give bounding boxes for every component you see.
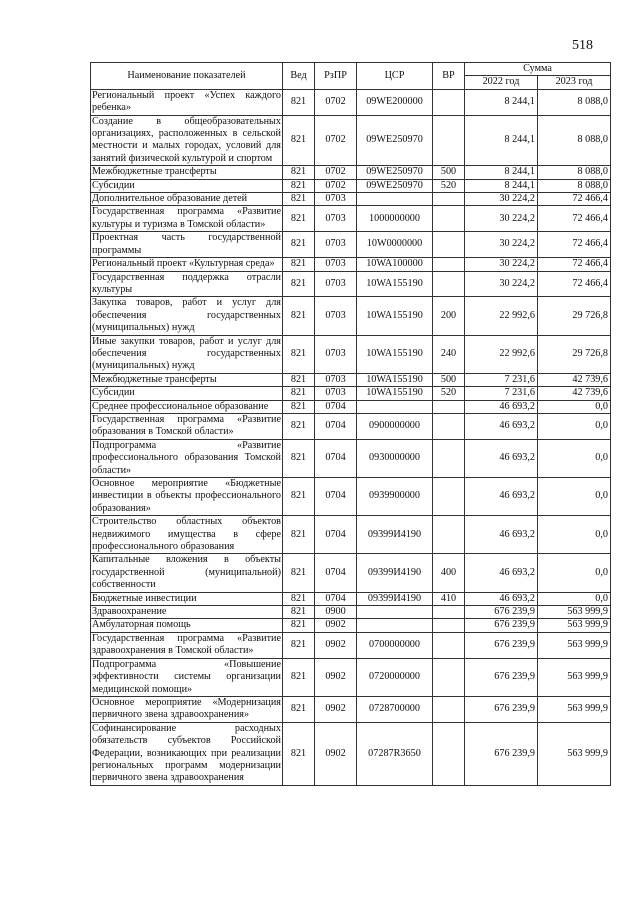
cell-vr bbox=[433, 193, 465, 206]
cell-y2023: 563 999,9 bbox=[538, 632, 611, 658]
cell-rzpr: 0902 bbox=[315, 658, 357, 696]
cell-ved: 821 bbox=[283, 439, 315, 477]
cell-rzpr: 0704 bbox=[315, 592, 357, 605]
table-header bbox=[91, 63, 611, 90]
cell-vr bbox=[433, 232, 465, 258]
cell-name: Строительство областных объектов недвижимого имущества в сфере профессионального образования bbox=[92, 516, 281, 553]
cell-csr bbox=[357, 606, 433, 619]
cell-rzpr: 0703 bbox=[315, 232, 357, 258]
cell-y2022: 46 693,2 bbox=[465, 554, 538, 592]
cell-rzpr: 0902 bbox=[315, 632, 357, 658]
cell-rzpr: 0900 bbox=[315, 606, 357, 619]
cell-ved: 821 bbox=[283, 592, 315, 605]
cell-vr bbox=[433, 606, 465, 619]
cell-vr bbox=[433, 89, 465, 115]
cell-rzpr: 0703 bbox=[315, 258, 357, 271]
cell-csr: 10W0000000 bbox=[357, 232, 433, 258]
header-year-2022: 2022 год bbox=[465, 76, 538, 89]
cell-csr: 0900000000 bbox=[357, 413, 433, 439]
cell-csr: 0939900000 bbox=[357, 478, 433, 516]
cell-rzpr: 0902 bbox=[315, 619, 357, 632]
cell-name: Государственная программа «Развитие образования в Томской области» bbox=[92, 413, 281, 438]
cell-y2023: 42 739,6 bbox=[538, 373, 611, 386]
table-row bbox=[91, 297, 611, 335]
cell-ved: 821 bbox=[283, 722, 315, 785]
cell-vr bbox=[433, 619, 465, 632]
table-row bbox=[91, 206, 611, 232]
cell-y2022: 676 239,9 bbox=[465, 658, 538, 696]
cell-name: Здравоохранение bbox=[91, 606, 283, 619]
cell-ved: 821 bbox=[283, 115, 315, 166]
cell-y2022: 30 224,2 bbox=[465, 232, 538, 258]
cell-name: Межбюджетные трансферты bbox=[91, 373, 283, 386]
cell-ved: 821 bbox=[283, 258, 315, 271]
cell-ved: 821 bbox=[283, 478, 315, 516]
cell-y2023: 29 726,8 bbox=[538, 335, 611, 373]
cell-rzpr: 0902 bbox=[315, 696, 357, 722]
cell-y2023: 563 999,9 bbox=[538, 696, 611, 722]
cell-y2022: 8 244,1 bbox=[465, 179, 538, 192]
cell-csr: 0720000000 bbox=[357, 658, 433, 696]
cell-vr bbox=[433, 516, 465, 554]
cell-ved: 821 bbox=[283, 696, 315, 722]
cell-csr: 09399И4190 bbox=[357, 516, 433, 554]
table-row bbox=[91, 166, 611, 179]
cell-rzpr: 0704 bbox=[315, 439, 357, 477]
cell-ved: 821 bbox=[283, 554, 315, 592]
cell-vr: 500 bbox=[433, 166, 465, 179]
table-row bbox=[91, 335, 611, 373]
cell-rzpr: 0704 bbox=[315, 554, 357, 592]
cell-y2023: 0,0 bbox=[538, 592, 611, 605]
cell-csr: 10WA155190 bbox=[357, 271, 433, 297]
cell-ved: 821 bbox=[283, 619, 315, 632]
cell-y2023: 42 739,6 bbox=[538, 387, 611, 400]
cell-vr: 500 bbox=[433, 373, 465, 386]
cell-name: Межбюджетные трансферты bbox=[91, 166, 283, 179]
cell-vr: 520 bbox=[433, 387, 465, 400]
cell-y2022: 7 231,6 bbox=[465, 387, 538, 400]
cell-rzpr: 0704 bbox=[315, 400, 357, 413]
cell-csr bbox=[357, 400, 433, 413]
table-row bbox=[91, 632, 611, 658]
table-row bbox=[91, 619, 611, 632]
cell-ved: 821 bbox=[283, 193, 315, 206]
cell-y2023: 8 088,0 bbox=[538, 166, 611, 179]
cell-vr bbox=[433, 400, 465, 413]
cell-csr: 09399И4190 bbox=[357, 592, 433, 605]
cell-y2022: 676 239,9 bbox=[465, 606, 538, 619]
cell-name: Бюджетные инвестиции bbox=[91, 592, 283, 605]
table-row bbox=[91, 696, 611, 722]
cell-ved: 821 bbox=[283, 373, 315, 386]
cell-vr bbox=[433, 271, 465, 297]
cell-y2023: 72 466,4 bbox=[538, 206, 611, 232]
cell-csr: 07287R3650 bbox=[357, 722, 433, 785]
cell-name: Капитальные вложения в объекты государственной (муниципальной) собственности bbox=[92, 554, 281, 591]
cell-name: Региональный проект «Успех каждого ребенка» bbox=[92, 89, 281, 114]
cell-rzpr: 0703 bbox=[315, 297, 357, 335]
cell-y2023: 72 466,4 bbox=[538, 232, 611, 258]
table-row bbox=[91, 658, 611, 696]
cell-y2022: 676 239,9 bbox=[465, 619, 538, 632]
cell-y2022: 7 231,6 bbox=[465, 373, 538, 386]
cell-ved: 821 bbox=[283, 606, 315, 619]
cell-y2022: 30 224,2 bbox=[465, 193, 538, 206]
cell-ved: 821 bbox=[283, 166, 315, 179]
cell-rzpr: 0702 bbox=[315, 166, 357, 179]
cell-y2022: 8 244,1 bbox=[465, 115, 538, 166]
cell-ved: 821 bbox=[283, 658, 315, 696]
cell-rzpr: 0702 bbox=[315, 179, 357, 192]
cell-rzpr: 0702 bbox=[315, 89, 357, 115]
cell-y2022: 30 224,2 bbox=[465, 206, 538, 232]
cell-name: Основное мероприятие «Бюджетные инвестиции в объекты профессионального образования» bbox=[92, 478, 281, 514]
cell-name: Субсидии bbox=[91, 179, 283, 192]
cell-name: Государственная программа «Развитие здравоохранения в Томской области» bbox=[92, 632, 281, 657]
cell-y2023: 0,0 bbox=[538, 516, 611, 554]
cell-vr bbox=[433, 206, 465, 232]
cell-y2023: 0,0 bbox=[538, 413, 611, 439]
cell-name: Среднее профессиональное образование bbox=[91, 400, 283, 413]
cell-vr: 240 bbox=[433, 335, 465, 373]
header-rzpr: РзПР bbox=[315, 63, 357, 90]
cell-y2023: 563 999,9 bbox=[538, 658, 611, 696]
cell-vr: 520 bbox=[433, 179, 465, 192]
table-row bbox=[91, 115, 611, 166]
cell-y2023: 72 466,4 bbox=[538, 271, 611, 297]
cell-vr: 410 bbox=[433, 592, 465, 605]
cell-csr: 09WE250970 bbox=[357, 166, 433, 179]
table-row bbox=[91, 400, 611, 413]
cell-ved: 821 bbox=[283, 387, 315, 400]
cell-y2023: 72 466,4 bbox=[538, 258, 611, 271]
table-row bbox=[91, 232, 611, 258]
cell-csr: 10WA155190 bbox=[357, 387, 433, 400]
cell-y2023: 72 466,4 bbox=[538, 193, 611, 206]
cell-ved: 821 bbox=[283, 516, 315, 554]
cell-y2023: 563 999,9 bbox=[538, 606, 611, 619]
table-row bbox=[91, 439, 611, 477]
cell-csr: 10WA155190 bbox=[357, 335, 433, 373]
cell-name: Региональный проект «Культурная среда» bbox=[91, 258, 283, 271]
cell-y2023: 8 088,0 bbox=[538, 115, 611, 166]
cell-csr: 1000000000 bbox=[357, 206, 433, 232]
cell-y2022: 46 693,2 bbox=[465, 516, 538, 554]
cell-y2022: 46 693,2 bbox=[465, 400, 538, 413]
cell-vr bbox=[433, 722, 465, 785]
cell-csr: 0728700000 bbox=[357, 696, 433, 722]
cell-csr: 0700000000 bbox=[357, 632, 433, 658]
cell-y2023: 0,0 bbox=[538, 554, 611, 592]
cell-rzpr: 0703 bbox=[315, 271, 357, 297]
cell-rzpr: 0704 bbox=[315, 478, 357, 516]
cell-name: Субсидии bbox=[91, 387, 283, 400]
cell-vr bbox=[433, 632, 465, 658]
cell-vr: 400 bbox=[433, 554, 465, 592]
cell-rzpr: 0703 bbox=[315, 373, 357, 386]
table-body bbox=[91, 89, 611, 785]
cell-rzpr: 0703 bbox=[315, 387, 357, 400]
cell-name: Дополнительное образование детей bbox=[91, 193, 283, 206]
cell-name: Создание в общеобразовательных организациях, расположенных в сельской местности и малых городах, условий для занятий физической культурой и спортом bbox=[92, 115, 281, 164]
header-sum: Сумма bbox=[465, 63, 611, 76]
cell-y2022: 30 224,2 bbox=[465, 271, 538, 297]
cell-vr bbox=[433, 115, 465, 166]
cell-y2022: 46 693,2 bbox=[465, 413, 538, 439]
cell-csr: 0930000000 bbox=[357, 439, 433, 477]
cell-y2023: 8 088,0 bbox=[538, 89, 611, 115]
table-row bbox=[91, 606, 611, 619]
cell-ved: 821 bbox=[283, 413, 315, 439]
table-row bbox=[91, 89, 611, 115]
cell-csr bbox=[357, 193, 433, 206]
cell-y2023: 29 726,8 bbox=[538, 297, 611, 335]
table-row bbox=[91, 478, 611, 516]
table-row bbox=[91, 387, 611, 400]
cell-y2022: 8 244,1 bbox=[465, 89, 538, 115]
cell-rzpr: 0703 bbox=[315, 206, 357, 232]
cell-csr: 10WA100000 bbox=[357, 258, 433, 271]
cell-y2022: 22 992,6 bbox=[465, 335, 538, 373]
cell-ved: 821 bbox=[283, 335, 315, 373]
cell-vr bbox=[433, 439, 465, 477]
table-row bbox=[91, 271, 611, 297]
cell-name: Подпрограмма «Развитие профессионального образования Томской области» bbox=[92, 439, 281, 476]
cell-name: Иные закупки товаров, работ и услуг для обеспечения государственных (муниципальных) нужд bbox=[92, 335, 281, 372]
header-ved: Вед bbox=[283, 63, 315, 90]
table-row bbox=[91, 179, 611, 192]
cell-csr: 09WE250970 bbox=[357, 115, 433, 166]
cell-y2023: 563 999,9 bbox=[538, 619, 611, 632]
table-row bbox=[91, 258, 611, 271]
cell-name: Амбулаторная помощь bbox=[91, 619, 283, 632]
cell-name: Государственная программа «Развитие культуры и туризма в Томской области» bbox=[92, 206, 281, 230]
cell-y2022: 676 239,9 bbox=[465, 696, 538, 722]
cell-csr: 09399И4190 bbox=[357, 554, 433, 592]
cell-ved: 821 bbox=[283, 179, 315, 192]
header-csr: ЦСР bbox=[357, 63, 433, 90]
cell-name: Подпрограмма «Повышение эффективности системы организации медицинской помощи» bbox=[92, 658, 281, 695]
cell-name: Проектная часть государственной программы bbox=[92, 232, 281, 256]
cell-y2022: 46 693,2 bbox=[465, 592, 538, 605]
cell-name: Закупка товаров, работ и услуг для обеспечения государственных (муниципальных) нужд bbox=[92, 297, 281, 334]
cell-rzpr: 0902 bbox=[315, 722, 357, 785]
header-year-2023: 2023 год bbox=[538, 76, 611, 89]
table-row bbox=[91, 592, 611, 605]
header-vr: ВР bbox=[433, 63, 465, 90]
cell-name: Государственная поддержка отрасли культуры bbox=[92, 271, 281, 295]
page-number: 518 bbox=[572, 38, 593, 53]
cell-y2023: 8 088,0 bbox=[538, 179, 611, 192]
cell-ved: 821 bbox=[283, 632, 315, 658]
cell-rzpr: 0704 bbox=[315, 516, 357, 554]
cell-y2022: 30 224,2 bbox=[465, 258, 538, 271]
cell-vr bbox=[433, 258, 465, 271]
cell-csr: 09WE200000 bbox=[357, 89, 433, 115]
table-row bbox=[91, 413, 611, 439]
cell-y2022: 46 693,2 bbox=[465, 439, 538, 477]
cell-y2023: 0,0 bbox=[538, 439, 611, 477]
cell-y2023: 0,0 bbox=[538, 478, 611, 516]
cell-rzpr: 0702 bbox=[315, 115, 357, 166]
cell-csr bbox=[357, 619, 433, 632]
cell-y2023: 563 999,9 bbox=[538, 722, 611, 785]
cell-rzpr: 0704 bbox=[315, 413, 357, 439]
cell-y2022: 22 992,6 bbox=[465, 297, 538, 335]
budget-table bbox=[90, 62, 611, 786]
cell-csr: 09WE250970 bbox=[357, 179, 433, 192]
cell-ved: 821 bbox=[283, 271, 315, 297]
table-row bbox=[91, 373, 611, 386]
cell-name: Основное мероприятие «Модернизация первичного звена здравоохранения» bbox=[92, 696, 281, 721]
cell-ved: 821 bbox=[283, 206, 315, 232]
cell-ved: 821 bbox=[283, 297, 315, 335]
cell-y2023: 0,0 bbox=[538, 400, 611, 413]
cell-y2022: 676 239,9 bbox=[465, 632, 538, 658]
cell-ved: 821 bbox=[283, 89, 315, 115]
cell-csr: 10WA155190 bbox=[357, 297, 433, 335]
cell-vr bbox=[433, 478, 465, 516]
cell-ved: 821 bbox=[283, 400, 315, 413]
cell-rzpr: 0703 bbox=[315, 335, 357, 373]
cell-name: Софинансирование расходных обязательств субъектов Российской Федерации, возникающих при реализации региональных программ модернизации первичного звена здравоохранения bbox=[92, 722, 281, 784]
cell-vr bbox=[433, 696, 465, 722]
table-row bbox=[91, 722, 611, 785]
cell-vr bbox=[433, 413, 465, 439]
table-row bbox=[91, 516, 611, 554]
cell-vr: 200 bbox=[433, 297, 465, 335]
cell-y2022: 46 693,2 bbox=[465, 478, 538, 516]
cell-y2022: 8 244,1 bbox=[465, 166, 538, 179]
table-row bbox=[91, 554, 611, 592]
cell-vr bbox=[433, 658, 465, 696]
cell-rzpr: 0703 bbox=[315, 193, 357, 206]
table-row bbox=[91, 193, 611, 206]
cell-csr: 10WA155190 bbox=[357, 373, 433, 386]
cell-ved: 821 bbox=[283, 232, 315, 258]
cell-y2022: 676 239,9 bbox=[465, 722, 538, 785]
header-name: Наименование показателей bbox=[91, 63, 283, 90]
